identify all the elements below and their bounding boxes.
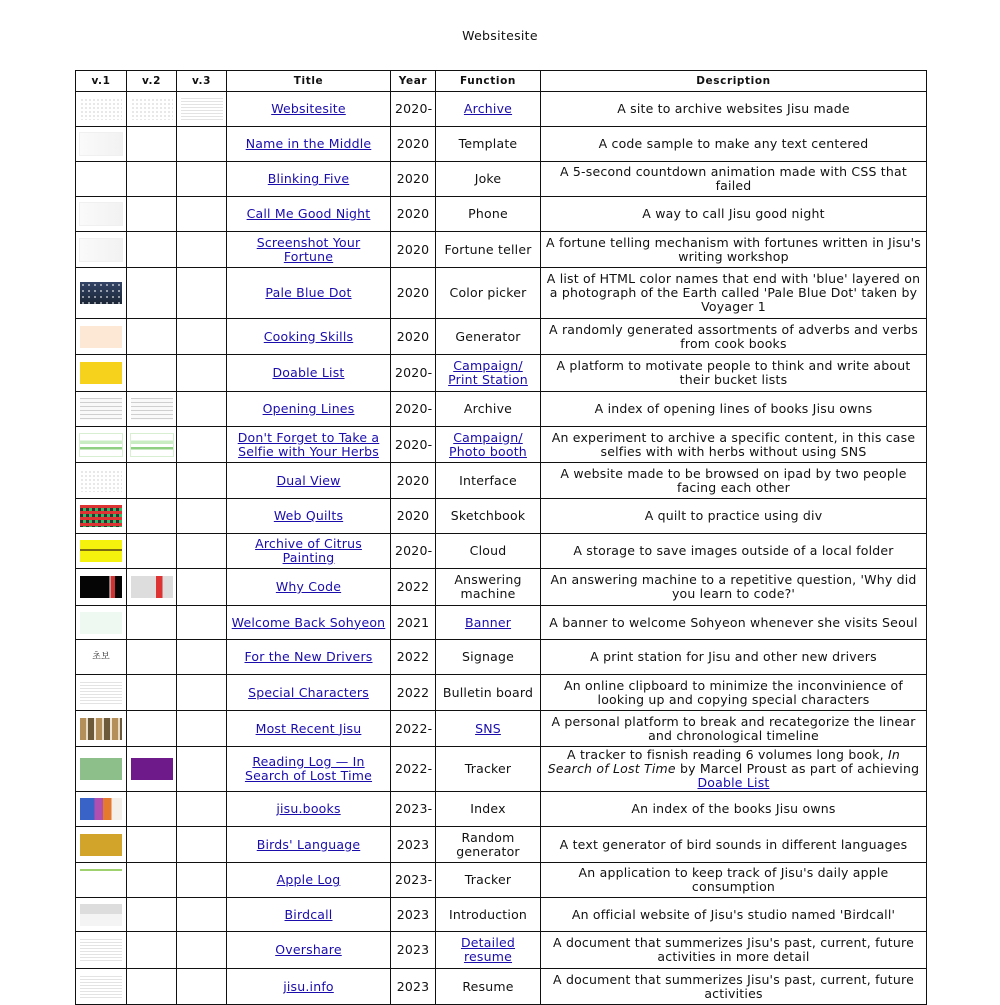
title-cell bbox=[227, 499, 391, 534]
title-cell bbox=[227, 827, 391, 863]
table-row bbox=[76, 92, 927, 127]
table-row bbox=[76, 932, 927, 969]
description-link[interactable]: Doable List bbox=[697, 775, 770, 790]
thumb-cell-v3 bbox=[177, 268, 227, 319]
description-cell: An experiment to archive a specific content, in this case selfies with with herbs without using SNS bbox=[541, 427, 927, 463]
title-cell bbox=[227, 534, 391, 569]
year-cell: 2023 bbox=[391, 932, 436, 969]
description-cell: An index of the books Jisu owns bbox=[541, 792, 927, 827]
thumb-cell-v1 bbox=[76, 969, 127, 1005]
thumb-cell-v2 bbox=[127, 747, 177, 792]
year-cell: 2020- bbox=[391, 355, 436, 392]
year-cell: 2023- bbox=[391, 792, 436, 827]
table-row bbox=[76, 319, 927, 355]
thumb-cell-v3 bbox=[177, 92, 227, 127]
year-cell: 2023 bbox=[391, 827, 436, 863]
description-cell bbox=[541, 747, 927, 792]
description-cell: An answering machine to a repetitive question, 'Why did you learn to code?' bbox=[541, 569, 927, 606]
thumb-cell-v3 bbox=[177, 232, 227, 268]
thumb-cell-v2 bbox=[127, 499, 177, 534]
table-row bbox=[76, 747, 927, 792]
thumb-cell-v1 bbox=[76, 827, 127, 863]
thumb-cell-v3 bbox=[177, 392, 227, 427]
title-cell bbox=[227, 747, 391, 792]
year-cell: 2020- bbox=[391, 427, 436, 463]
thumb-cell-v2 bbox=[127, 898, 177, 932]
thumbnail-image[interactable] bbox=[79, 238, 123, 262]
thumb-cell-v1 bbox=[76, 162, 127, 197]
function-cell bbox=[436, 606, 541, 640]
description-cell: A document that summerizes Jisu's past, current, future activities bbox=[541, 969, 927, 1005]
title-link[interactable]: Screenshot Your Fortune bbox=[256, 234, 361, 264]
table-row bbox=[76, 969, 927, 1005]
thumb-cell-v1 bbox=[76, 197, 127, 232]
table-row bbox=[76, 792, 927, 827]
description-cell: A index of opening lines of books Jisu owns bbox=[541, 392, 927, 427]
description-cell: A text generator of bird sounds in different languages bbox=[541, 827, 927, 863]
thumbnail-image[interactable] bbox=[181, 98, 223, 120]
thumb-cell-v1 bbox=[76, 675, 127, 711]
title-cell bbox=[227, 127, 391, 162]
year-cell: 2020 bbox=[391, 127, 436, 162]
thumbnail-image[interactable]: 초보 bbox=[80, 646, 122, 668]
description-cell: An online clipboard to minimize the inconvinience of looking up and copying special characters bbox=[541, 675, 927, 711]
thumb-cell-v2 bbox=[127, 392, 177, 427]
thumb-cell-v2 bbox=[127, 463, 177, 499]
thumb-cell-v2 bbox=[127, 319, 177, 355]
title-cell bbox=[227, 427, 391, 463]
year-cell: 2023- bbox=[391, 863, 436, 898]
thumbnail-image[interactable] bbox=[131, 98, 173, 120]
thumbnail-image[interactable] bbox=[80, 939, 122, 961]
thumb-cell-v3 bbox=[177, 932, 227, 969]
title-cell bbox=[227, 675, 391, 711]
thumb-cell-v3 bbox=[177, 606, 227, 640]
title-link[interactable]: Dual View bbox=[276, 472, 341, 488]
function-link[interactable]: Archive bbox=[463, 101, 513, 116]
thumb-cell-v3 bbox=[177, 827, 227, 863]
title-link[interactable]: Apple Log bbox=[276, 872, 341, 887]
thumb-cell-v1 bbox=[76, 319, 127, 355]
description-cell: A storage to save images outside of a local folder bbox=[541, 534, 927, 569]
title-cell bbox=[227, 606, 391, 640]
thumb-cell-v1 bbox=[76, 92, 127, 127]
year-cell: 2020- bbox=[391, 92, 436, 127]
header-description: Description bbox=[541, 71, 927, 92]
year-cell: 2020 bbox=[391, 162, 436, 197]
title-link[interactable]: Blinking Five bbox=[267, 171, 350, 186]
function-link[interactable]: Campaign/ Print Station bbox=[448, 358, 528, 387]
websites-table bbox=[75, 70, 927, 1005]
thumb-cell-v1 bbox=[76, 569, 127, 606]
thumbnail-image[interactable] bbox=[80, 168, 122, 190]
title-link[interactable]: Don't Forget to Take a Selfie with Your Herbs bbox=[237, 429, 380, 459]
function-cell: Answering machine bbox=[436, 569, 541, 606]
thumb-cell-v2 bbox=[127, 268, 177, 319]
function-link[interactable]: SNS bbox=[475, 720, 501, 736]
header-v2: v.2 bbox=[127, 71, 177, 92]
thumb-cell-v3 bbox=[177, 319, 227, 355]
thumbnail-image[interactable] bbox=[80, 718, 122, 740]
function-cell bbox=[436, 932, 541, 969]
thumb-cell-v3 bbox=[177, 463, 227, 499]
header-year: Year bbox=[391, 71, 436, 92]
title-link[interactable]: Welcome Back Sohyeon bbox=[231, 614, 386, 630]
title-link[interactable]: Overshare bbox=[275, 942, 342, 957]
thumbnail-image[interactable] bbox=[79, 433, 123, 457]
year-cell: 2020- bbox=[391, 392, 436, 427]
thumb-cell-v2 bbox=[127, 427, 177, 463]
table-row bbox=[76, 392, 927, 427]
thumbnail-image[interactable] bbox=[130, 433, 174, 457]
title-cell bbox=[227, 197, 391, 232]
thumb-cell-v1 bbox=[76, 232, 127, 268]
title-cell bbox=[227, 969, 391, 1005]
title-link[interactable]: Special Characters bbox=[248, 684, 369, 700]
year-cell: 2022 bbox=[391, 640, 436, 675]
description-cell: A 5-second countdown animation made with CSS that failed bbox=[541, 162, 927, 197]
thumb-cell-v1 bbox=[76, 463, 127, 499]
year-cell: 2020 bbox=[391, 232, 436, 268]
year-cell: 2022 bbox=[391, 569, 436, 606]
year-cell: 2023 bbox=[391, 898, 436, 932]
table-row bbox=[76, 898, 927, 932]
table-row bbox=[76, 640, 927, 675]
function-cell bbox=[436, 355, 541, 392]
thumb-cell-v1 bbox=[76, 898, 127, 932]
thumbnail-image[interactable] bbox=[80, 540, 122, 562]
thumb-cell-v1 bbox=[76, 392, 127, 427]
table-row bbox=[76, 711, 927, 747]
description-cell: An application to keep track of Jisu's daily apple consumption bbox=[541, 863, 927, 898]
function-cell: Archive bbox=[436, 392, 541, 427]
thumb-cell-v3 bbox=[177, 355, 227, 392]
thumb-cell-v1 bbox=[76, 127, 127, 162]
description-cell: A code sample to make any text centered bbox=[541, 127, 927, 162]
thumb-cell-v3 bbox=[177, 569, 227, 606]
function-cell bbox=[436, 711, 541, 747]
thumbnail-image[interactable] bbox=[79, 202, 123, 226]
thumb-cell-v1 bbox=[76, 499, 127, 534]
thumb-cell-v1 bbox=[76, 268, 127, 319]
header-v3: v.3 bbox=[177, 71, 227, 92]
year-cell: 2020 bbox=[391, 499, 436, 534]
function-cell: Interface bbox=[436, 463, 541, 499]
title-link[interactable]: Web Quilts bbox=[273, 508, 344, 523]
thumbnail-image[interactable] bbox=[80, 98, 122, 120]
title-link[interactable]: Doable List bbox=[272, 365, 345, 380]
table-body bbox=[76, 92, 927, 1005]
thumb-cell-v3 bbox=[177, 534, 227, 569]
year-cell: 2020 bbox=[391, 197, 436, 232]
thumb-cell-v3 bbox=[177, 675, 227, 711]
function-cell: Fortune teller bbox=[436, 232, 541, 268]
thumb-cell-v2 bbox=[127, 711, 177, 747]
description-cell: A way to call Jisu good night bbox=[541, 197, 927, 232]
function-cell: Joke bbox=[436, 162, 541, 197]
thumb-cell-v1 bbox=[76, 932, 127, 969]
thumb-cell-v2 bbox=[127, 534, 177, 569]
description-cell: A website made to be browsed on ipad by two people facing each other bbox=[541, 463, 927, 499]
table-row bbox=[76, 827, 927, 863]
thumbnail-image[interactable] bbox=[80, 834, 122, 856]
thumb-cell-v3 bbox=[177, 162, 227, 197]
year-cell: 2023 bbox=[391, 969, 436, 1005]
thumb-cell-v1 bbox=[76, 427, 127, 463]
thumb-cell-v3 bbox=[177, 747, 227, 792]
description-cell: A personal platform to break and recategorize the linear and chronological timeline bbox=[541, 711, 927, 747]
table-row bbox=[76, 675, 927, 711]
title-cell bbox=[227, 863, 391, 898]
table-row bbox=[76, 606, 927, 640]
title-cell bbox=[227, 711, 391, 747]
thumb-cell-v3 bbox=[177, 711, 227, 747]
year-cell: 2020 bbox=[391, 463, 436, 499]
title-cell bbox=[227, 569, 391, 606]
title-link[interactable]: Websitesite bbox=[271, 101, 346, 116]
thumb-cell-v1 bbox=[76, 606, 127, 640]
thumb-cell-v2 bbox=[127, 675, 177, 711]
thumb-cell-v3 bbox=[177, 499, 227, 534]
function-cell: Resume bbox=[436, 969, 541, 1005]
thumb-cell-v2 bbox=[127, 232, 177, 268]
description-cell: A document that summerizes Jisu's past, current, future activities in more detail bbox=[541, 932, 927, 969]
function-link[interactable]: Banner bbox=[464, 614, 512, 630]
thumb-cell-v2 bbox=[127, 197, 177, 232]
title-link[interactable]: Most Recent Jisu bbox=[255, 720, 362, 736]
description-text: A tracker to fisnish reading 6 volumes long book, bbox=[567, 747, 888, 762]
thumb-cell-v3 bbox=[177, 792, 227, 827]
thumbnail-image[interactable] bbox=[80, 282, 122, 304]
thumb-cell-v3 bbox=[177, 127, 227, 162]
title-link[interactable]: Call Me Good Night bbox=[246, 206, 371, 221]
title-link[interactable]: jisu.books bbox=[276, 801, 341, 816]
description-cell: A site to archive websites Jisu made bbox=[541, 92, 927, 127]
title-link[interactable]: Birds' Language bbox=[256, 836, 361, 852]
table-row bbox=[76, 127, 927, 162]
function-link[interactable]: Detailed resume bbox=[460, 935, 516, 964]
thumb-cell-v2 bbox=[127, 932, 177, 969]
page-title: Websitesite bbox=[462, 28, 538, 43]
thumb-cell-v2 bbox=[127, 162, 177, 197]
thumbnail-image[interactable] bbox=[80, 576, 122, 598]
title-link[interactable]: Reading Log — In Search of Lost Time bbox=[244, 754, 373, 783]
thumbnail-image[interactable] bbox=[131, 576, 173, 598]
table-row bbox=[76, 268, 927, 319]
thumb-cell-v1 bbox=[76, 863, 127, 898]
header-v1: v.1 bbox=[76, 71, 127, 92]
thumbnail-image[interactable] bbox=[80, 682, 122, 704]
thumbnail-image[interactable] bbox=[80, 398, 122, 420]
table-row bbox=[76, 427, 927, 463]
title-cell bbox=[227, 162, 391, 197]
description-cell: A banner to welcome Sohyeon whenever she visits Seoul bbox=[541, 606, 927, 640]
thumb-cell-v3 bbox=[177, 969, 227, 1005]
thumb-cell-v3 bbox=[177, 863, 227, 898]
table-row bbox=[76, 232, 927, 268]
table-row bbox=[76, 534, 927, 569]
table-row bbox=[76, 463, 927, 499]
function-cell: Introduction bbox=[436, 898, 541, 932]
title-cell bbox=[227, 898, 391, 932]
thumbnail-image[interactable] bbox=[80, 470, 122, 492]
thumb-cell-v1 bbox=[76, 792, 127, 827]
description-cell: A platform to motivate people to think and write about their bucket lists bbox=[541, 355, 927, 392]
title-link[interactable]: Why Code bbox=[275, 579, 342, 594]
title-link[interactable]: Archive of Citrus Painting bbox=[255, 536, 362, 565]
function-cell: Cloud bbox=[436, 534, 541, 569]
thumb-cell-v2 bbox=[127, 355, 177, 392]
table-row bbox=[76, 863, 927, 898]
thumb-cell-v2 bbox=[127, 863, 177, 898]
title-cell bbox=[227, 232, 391, 268]
function-cell bbox=[436, 427, 541, 463]
thumbnail-image[interactable] bbox=[80, 758, 122, 780]
table-row bbox=[76, 355, 927, 392]
year-cell: 2020 bbox=[391, 268, 436, 319]
title-cell bbox=[227, 392, 391, 427]
thumb-cell-v1 bbox=[76, 747, 127, 792]
description-cell: A print station for Jisu and other new drivers bbox=[541, 640, 927, 675]
description-book-title: In Search of Lost Time bbox=[547, 747, 900, 776]
thumbnail-image[interactable] bbox=[80, 612, 122, 634]
table-row bbox=[76, 499, 927, 534]
title-link[interactable]: Cooking Skills bbox=[263, 328, 354, 344]
thumbnail-image[interactable] bbox=[80, 869, 122, 891]
thumb-cell-v3 bbox=[177, 640, 227, 675]
function-cell: Tracker bbox=[436, 863, 541, 898]
function-cell: Sketchbook bbox=[436, 499, 541, 534]
thumb-cell-v3 bbox=[177, 197, 227, 232]
header-function: Function bbox=[436, 71, 541, 92]
year-cell: 2020- bbox=[391, 534, 436, 569]
title-cell bbox=[227, 792, 391, 827]
thumb-cell-v2 bbox=[127, 569, 177, 606]
function-cell: Tracker bbox=[436, 747, 541, 792]
thumb-cell-v2 bbox=[127, 92, 177, 127]
year-cell: 2022- bbox=[391, 711, 436, 747]
thumbnail-image[interactable] bbox=[80, 505, 122, 527]
title-cell bbox=[227, 463, 391, 499]
year-cell: 2022 bbox=[391, 675, 436, 711]
title-cell bbox=[227, 355, 391, 392]
description-cell: A fortune telling mechanism with fortunes written in Jisu's writing workshop bbox=[541, 232, 927, 268]
title-link[interactable]: Birdcall bbox=[284, 906, 333, 922]
thumbnail-image[interactable] bbox=[80, 326, 122, 348]
function-cell: Generator bbox=[436, 319, 541, 355]
function-cell: Phone bbox=[436, 197, 541, 232]
title-cell bbox=[227, 640, 391, 675]
table-row bbox=[76, 569, 927, 606]
thumbnail-image[interactable] bbox=[80, 904, 122, 926]
title-cell bbox=[227, 268, 391, 319]
thumb-cell-v3 bbox=[177, 898, 227, 932]
thumb-cell-v2 bbox=[127, 640, 177, 675]
function-cell bbox=[436, 92, 541, 127]
thumb-cell-v2 bbox=[127, 827, 177, 863]
thumb-cell-v2 bbox=[127, 969, 177, 1005]
thumbnail-image[interactable] bbox=[131, 398, 173, 420]
function-link[interactable]: Campaign/ Photo booth bbox=[449, 429, 527, 459]
function-cell: Random generator bbox=[436, 827, 541, 863]
year-cell: 2020 bbox=[391, 319, 436, 355]
title-cell bbox=[227, 319, 391, 355]
title-cell bbox=[227, 932, 391, 969]
thumb-cell-v1 bbox=[76, 355, 127, 392]
description-cell: A quilt to practice using div bbox=[541, 499, 927, 534]
thumb-cell-v1 bbox=[76, 640, 127, 675]
thumb-cell-v2 bbox=[127, 792, 177, 827]
year-cell: 2021 bbox=[391, 606, 436, 640]
description-cell: A list of HTML color names that end with 'blue' layered on a photograph of the Earth called 'Pale Blue Dot' taken by Voyager 1 bbox=[541, 268, 927, 319]
title-link[interactable]: Pale Blue Dot bbox=[265, 285, 352, 300]
title-link[interactable]: Name in the Middle bbox=[245, 136, 372, 151]
description-cell: A randomly generated assortments of adverbs and verbs from cook books bbox=[541, 319, 927, 355]
title-link[interactable]: jisu.info bbox=[283, 978, 334, 994]
table-header-row bbox=[76, 71, 927, 92]
function-cell: Bulletin board bbox=[436, 675, 541, 711]
function-cell: Color picker bbox=[436, 268, 541, 319]
title-link[interactable]: For the New Drivers bbox=[244, 649, 373, 664]
thumb-cell-v1 bbox=[76, 711, 127, 747]
function-cell: Index bbox=[436, 792, 541, 827]
thumbnail-image[interactable] bbox=[131, 758, 173, 780]
thumbnail-image[interactable] bbox=[80, 798, 122, 820]
function-cell: Signage bbox=[436, 640, 541, 675]
thumb-cell-v1 bbox=[76, 534, 127, 569]
title-link[interactable]: Opening Lines bbox=[262, 401, 355, 416]
table-row bbox=[76, 197, 927, 232]
thumbnail-image[interactable] bbox=[79, 132, 123, 156]
title-cell bbox=[227, 92, 391, 127]
thumbnail-image[interactable] bbox=[80, 976, 122, 998]
thumbnail-image[interactable] bbox=[80, 362, 122, 384]
header-title: Title bbox=[227, 71, 391, 92]
description-cell: An official website of Jisu's studio named 'Birdcall' bbox=[541, 898, 927, 932]
table-row bbox=[76, 162, 927, 197]
thumb-cell-v2 bbox=[127, 127, 177, 162]
thumb-cell-v2 bbox=[127, 606, 177, 640]
year-cell: 2022- bbox=[391, 747, 436, 792]
description-text: by Marcel Proust as part of achieving bbox=[675, 761, 920, 776]
thumb-cell-v3 bbox=[177, 427, 227, 463]
function-cell: Template bbox=[436, 127, 541, 162]
